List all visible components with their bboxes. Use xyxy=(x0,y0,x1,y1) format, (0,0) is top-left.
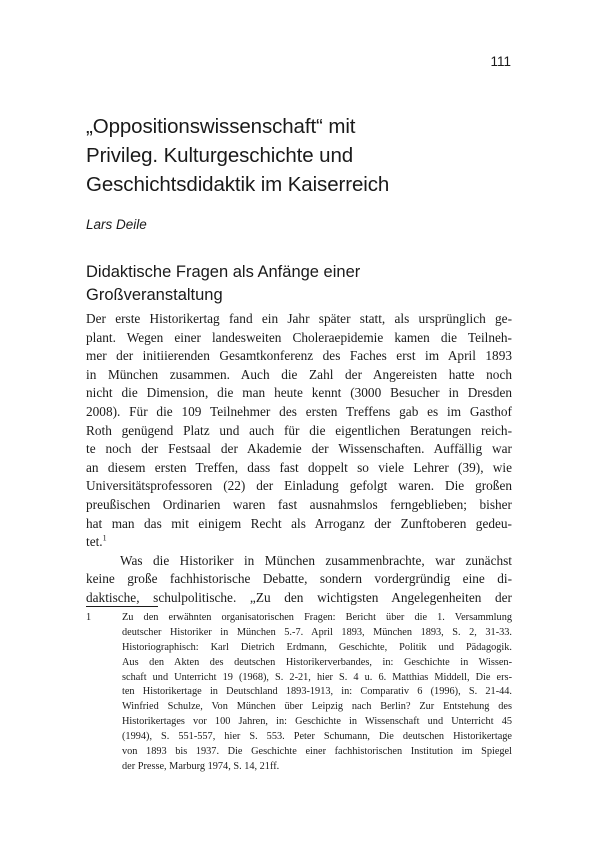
body-line: plant. Wegen einer landesweiten Choleraepidemie kamen die Teilneh- xyxy=(86,329,512,345)
body-line: preußischen Ordinarien waren fast ausnahmslos ferngeblieben; bisher xyxy=(86,496,512,512)
body-line-text: tet. xyxy=(86,534,103,550)
section-heading-line: Didaktische Fragen als Anfänge einer xyxy=(86,263,361,281)
body-line: daktische, schulpolitische. „Zu den wichtigsten Angelegenheiten der xyxy=(86,589,512,605)
body-line: te noch der Festsaal der Akademie der Wissenschaften. Auffällig war xyxy=(86,441,512,457)
body-line: Der erste Historikertag fand ein Jahr später statt, als ursprünglich ge- xyxy=(86,311,512,326)
footnote-line: ten Historikertage in Deutschland 1893-1913, in: Comparativ 6 (1996), S. 21-44. xyxy=(122,686,512,698)
footnote-reference[interactable]: 1 xyxy=(102,533,107,543)
footnote-line: schaft und Unterricht 19 (1968), S. 2-21, hier S. 4 u. 6. Matthias Middell, Die ers- xyxy=(122,671,512,683)
body-line: an diesem ersten Treffen, dass fast doppelt so viele Lehrer (39), wie xyxy=(86,459,512,475)
author-name: Lars Deile xyxy=(86,217,147,232)
article-title xyxy=(86,112,516,199)
footnote-line: Historikertages vor 100 Jahren, in: Geschichte in Wissenschaft und Unterricht 45 xyxy=(122,716,512,728)
body-line: 2008). Für die 109 Teilnehmer des ersten Treffens gab es im Gasthof xyxy=(86,403,512,419)
body-text xyxy=(86,310,512,608)
body-line: Roth genügend Platz und auch für die eigentlichen Beratungen reich- xyxy=(86,422,512,438)
footnote-line: (1994), S. 551-557, hier S. 553. Peter Schumann, Die deutschen Historikertage xyxy=(122,731,512,743)
body-line: hat man das mit einigem Recht als Arroganz der Zunftoberen gedeu- xyxy=(86,515,512,531)
footnote-number: 1 xyxy=(86,612,92,623)
footnote-line: Historiographisch: Karl Dietrich Erdmann, Geschichte, Politik und Pädagogik. xyxy=(122,641,512,653)
footnote-line: Zu den erwähnten organisatorischen Fragen: Bericht über die 1. Versammlung xyxy=(122,612,512,623)
body-line: keine große fachhistorische Debatte, sondern vordergründig eine di- xyxy=(86,571,512,587)
footnote xyxy=(86,611,512,775)
body-line: Universitätsprofessoren (22) der Einladung gefolgt waren. Die großen xyxy=(86,478,512,494)
footnote-line: der Presse, Marburg 1974, S. 14, 21ff. xyxy=(122,760,280,772)
section-heading-line: Großveranstaltung xyxy=(86,285,223,304)
body-line: mer der initiierenden Gesamtkonferenz des Faches erst im April 1893 xyxy=(86,348,512,364)
body-line xyxy=(86,533,512,552)
title-line: Privileg. Kulturgeschichte und xyxy=(86,144,354,167)
body-line: in München zusammen. Auch die Zahl der Angereisten hatte noch xyxy=(86,366,512,382)
title-line: „Oppositionswissenschaft“ mit xyxy=(86,115,356,138)
body-line: nicht die Dimension, die man heute kennt (3000 Besucher in Dresden xyxy=(86,385,512,401)
body-line: Was die Historiker in München zusammenbrachte, war zunächst xyxy=(120,552,512,568)
footnote-line: Winfried Schulze, Von München über Leipzig nach Berlin? Zur Entstehung des xyxy=(122,701,512,713)
footnote-line: von 1893 bis 1937. Die Geschichte einer fachhistorischen Institution im Spiegel xyxy=(122,746,512,758)
title-line: Geschichtsdidaktik im Kaiserreich xyxy=(86,173,390,196)
footnote-text xyxy=(122,611,512,775)
section-heading xyxy=(86,261,516,306)
page-number: 111 xyxy=(490,54,511,69)
footnote-line: deutscher Historiker in München 5.-7. April 1893, München 1893, S. 2, 31-33. xyxy=(122,626,512,638)
footnote-divider xyxy=(86,606,158,607)
footnote-line: Aus den Akten des deutschen Historikerverbandes, in: Geschichte in Wissen- xyxy=(122,656,512,668)
